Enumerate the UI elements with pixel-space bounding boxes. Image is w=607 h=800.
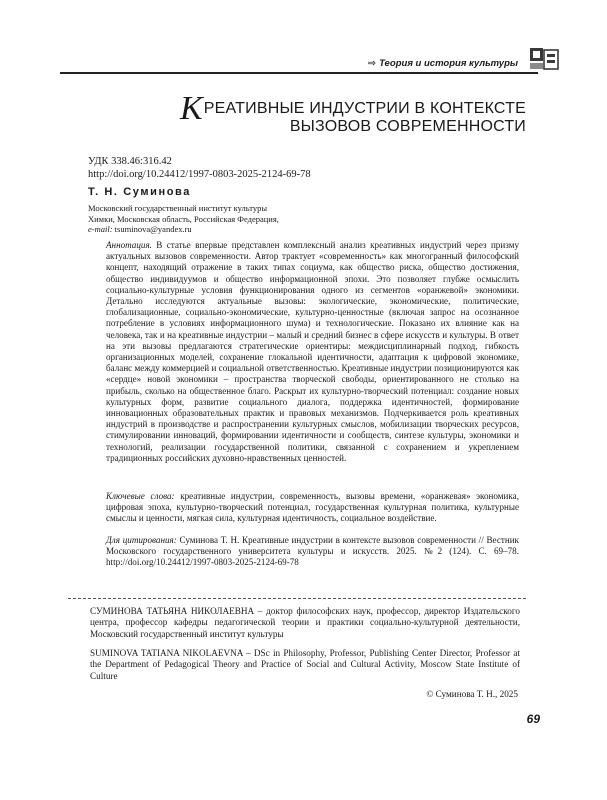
title-drop-cap: К: [180, 90, 203, 127]
abstract: [106, 240, 519, 464]
title-line-2: ВЫЗОВОВ СОВРЕМЕННОСТИ: [289, 118, 526, 135]
running-head: [60, 56, 518, 72]
affiliation-city: Химки, Московская область, Российская Федерация,: [88, 213, 279, 224]
arrow-right-icon: ⇨: [368, 58, 377, 69]
citation-text: Суминова Т. Н. Креативные индустрии в контексте вызовов современности // Вестник Московского государственного университета культуры и искусств. 2025. №2 (124). С. 69–78. http://doi.org/10.24412/1997-0803-2025-2124-69-78: [106, 535, 519, 568]
citation-label: Для цитирования:: [106, 535, 177, 545]
separator-dashed: [68, 598, 526, 599]
affiliation: [88, 203, 279, 235]
page-number: 69: [526, 712, 540, 726]
journal-logo-icon: [529, 47, 559, 71]
article-title: [150, 90, 526, 136]
title-line-1-text: РЕАТИВНЫЕ ИНДУСТРИИ В КОНТЕКСТЕ: [203, 100, 526, 117]
abstract-text: В статье впервые представлен комплексный анализ креативных индустрий через призму актуальных вызовов современности. Автор трактует «современность» как многогранный философский концепт, находящий отражение в таких типах социума, как общество риска, общество достижения, общество индивидуумов и общество информационной эпохи. Это позволяет глубже осмыслить социально-культурные условия функционирования одного из сегментов «оранжевой» экономики. Детально исследуются актуальные вызовы: экологические, экономические, политические, глобализационные, социально-экономические, культурно-ценностные (включая запрос на осознанное потребление в условиях информационного шума) и технологические. Показано их влияние как на человека, так и на креативные индустрии – малый и средний бизнес в сфере искусств и культуры. В ответ на эти вызовы предлагаются стратегические ориентиры: междисциплинарный подход, гибкость организационных моделей, сохранение глокальной идентичности, адаптация к цифровой экономике, баланс между коммерцией и социальной ответственностью. Креативные индустрии позиционируются как «сердце» новой экономики – пространства творческой свободы, ориентированного не столько на прибыль, сколько на общественное благо. Раскрыт их культурно-творческий потенциал: создание новых культурных форм, развитие социального диалога, поддержка идентичностей, формирование инновационных образовательных практик и правовых механизмов. Подчеркивается роль креативных индустрий в производстве и распространении культурных смыслов, мобилизации творческих ресурсов, стимулировании инноваций, формировании идентичности и сообществ, синтезе культуры, экономики и технологий, реализации государственной политики, связанной с сохранением и укреплением традиционных российских духовно-нравственных ценностей.: [106, 240, 519, 463]
affiliation-org: Московский государственный институт культуры: [88, 203, 268, 213]
email-label: e-mail:: [88, 224, 113, 235]
header-rule: [60, 72, 538, 74]
author-bio-ru: СУМИНОВА ТАТЬЯНА НИКОЛАЕВНА – доктор философских наук, профессор, директор Издательского центра, профессор кафедры педагогической теории и практики социально-культурной деятельности, Московский государственный институт культуры: [90, 606, 520, 639]
section-title: Теория и история культуры: [379, 58, 518, 69]
author-bio-en: SUMINOVA TATIANA NIKOLAEVNA – DSc in Philosophy, Professor, Publishing Center Director, Professor at the Department of Pedagogical Theory and Practice of Social and Cultural Activity, Moscow State Institute of Culture: [90, 648, 520, 681]
abstract-label: Аннотация.: [106, 240, 152, 250]
keywords: [106, 491, 519, 525]
copyright: © Суминова Т. Н., 2025: [426, 689, 518, 699]
udk: УДК 338.46:316.42: [88, 156, 172, 167]
article-meta: [88, 155, 311, 181]
doi-link[interactable]: http://doi.org/10.24412/1997-0803-2025-2124-69-78: [88, 169, 311, 180]
email-link[interactable]: tsuminova@yandex.ru: [114, 224, 192, 235]
author-name: Т. Н. Суминова: [88, 186, 191, 198]
keywords-label: Ключевые слова:: [106, 491, 175, 501]
keywords-text: креативные индустрии, современность, вызовы времени, «оранжевая» экономика, цифровая эпоха, культурно-творческий потенциал, государственная культурная политика, культурные смыслы и ценности, мягкая сила, культурная идентичность, социальное воздействие.: [106, 491, 519, 524]
affiliation-email-line: [88, 224, 279, 235]
citation: [106, 535, 519, 569]
